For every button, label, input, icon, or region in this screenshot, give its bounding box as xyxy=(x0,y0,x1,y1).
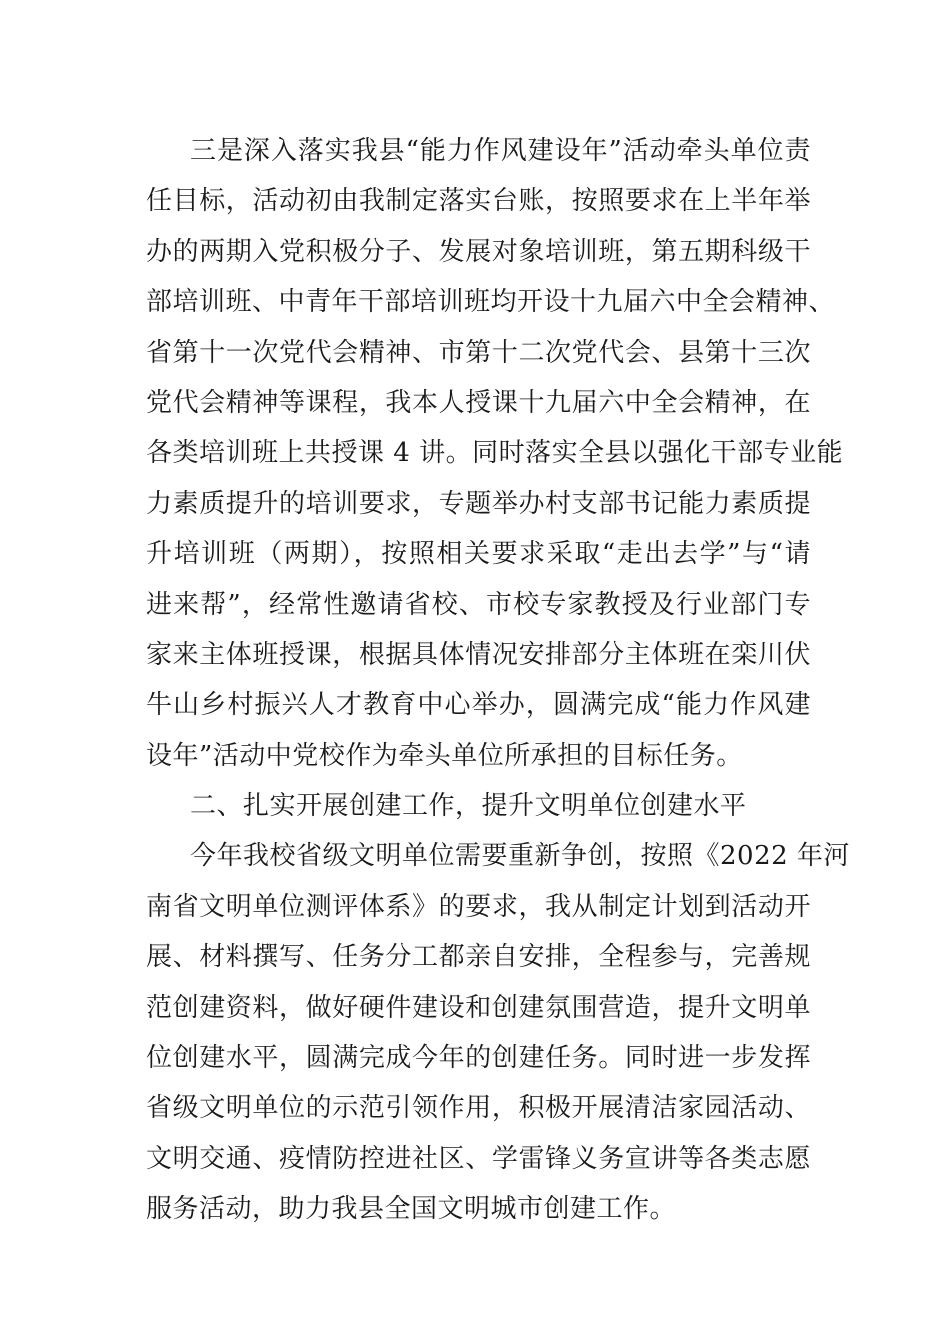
paragraph-line: 家来主体班授课，根据具体情况安排部分主体班在栾川伏 xyxy=(146,639,811,670)
paragraph-civilization-work xyxy=(146,831,850,1234)
paragraph-line: 三是深入落实我县“能力作风建设年”活动牵头单位责 xyxy=(190,136,811,166)
paragraph-line: 服务活动，助力我县全国文明城市创建工作。 xyxy=(146,1194,677,1225)
paragraph-line: 部培训班、中青年干部培训班均开设十九届六中全会精神、 xyxy=(146,287,836,318)
paragraph-activity-responsibility xyxy=(146,126,844,781)
paragraph-line: 范创建资料，做好硬件建设和创建氛围营造，提升文明单 xyxy=(146,992,811,1023)
paragraph-line: 南省文明单位测评体系》的要求，我从制定计划到活动开 xyxy=(146,891,811,922)
paragraph-line: 党代会精神等课程，我本人授课十九届六中全会精神，在 xyxy=(146,387,811,418)
paragraph-line: 各类培训班上共授课 4 讲。同时落实全县以强化干部专业能 xyxy=(146,438,844,469)
paragraph-line: 进来帮”，经常性邀请省校、市校专家教授及行业部门专 xyxy=(146,589,811,620)
paragraph-line: 牛山乡村振兴人才教育中心举办，圆满完成“能力作风建 xyxy=(146,690,811,721)
paragraph-line: 文明交通、疫情防控进社区、学雷锋义务宣讲等各类志愿 xyxy=(146,1143,811,1174)
document-body xyxy=(146,126,850,1235)
paragraph-line: 任目标，活动初由我制定落实台账，按照要求在上半年举 xyxy=(146,186,811,217)
paragraph-line: 展、材料撰写、任务分工都亲自安排，全程参与，完善规 xyxy=(146,942,811,973)
paragraph-line: 升培训班（两期），按照相关要求采取“走出去学”与“请 xyxy=(146,539,811,570)
section-heading: 二、扎实开展创建工作，提升文明单位创建水平 xyxy=(190,791,747,822)
paragraph-line: 力素质提升的培训要求，专题举办村支部书记能力素质提 xyxy=(146,488,811,519)
paragraph-line: 今年我校省级文明单位需要重新争创，按照《2022 年河 xyxy=(190,841,850,872)
paragraph-line: 设年”活动中党校作为牵头单位所承担的目标任务。 xyxy=(146,740,743,771)
paragraph-line: 位创建水平，圆满完成今年的创建任务。同时进一步发挥 xyxy=(146,1043,811,1074)
paragraph-line: 省第十一次党代会精神、市第十二次党代会、县第十三次 xyxy=(146,337,811,368)
paragraph-line: 办的两期入党积极分子、发展对象培训班，第五期科级干 xyxy=(146,236,811,267)
section-heading-civilization xyxy=(146,781,811,831)
paragraph-line: 省级文明单位的示范引领作用，积极开展清洁家园活动、 xyxy=(146,1093,811,1124)
